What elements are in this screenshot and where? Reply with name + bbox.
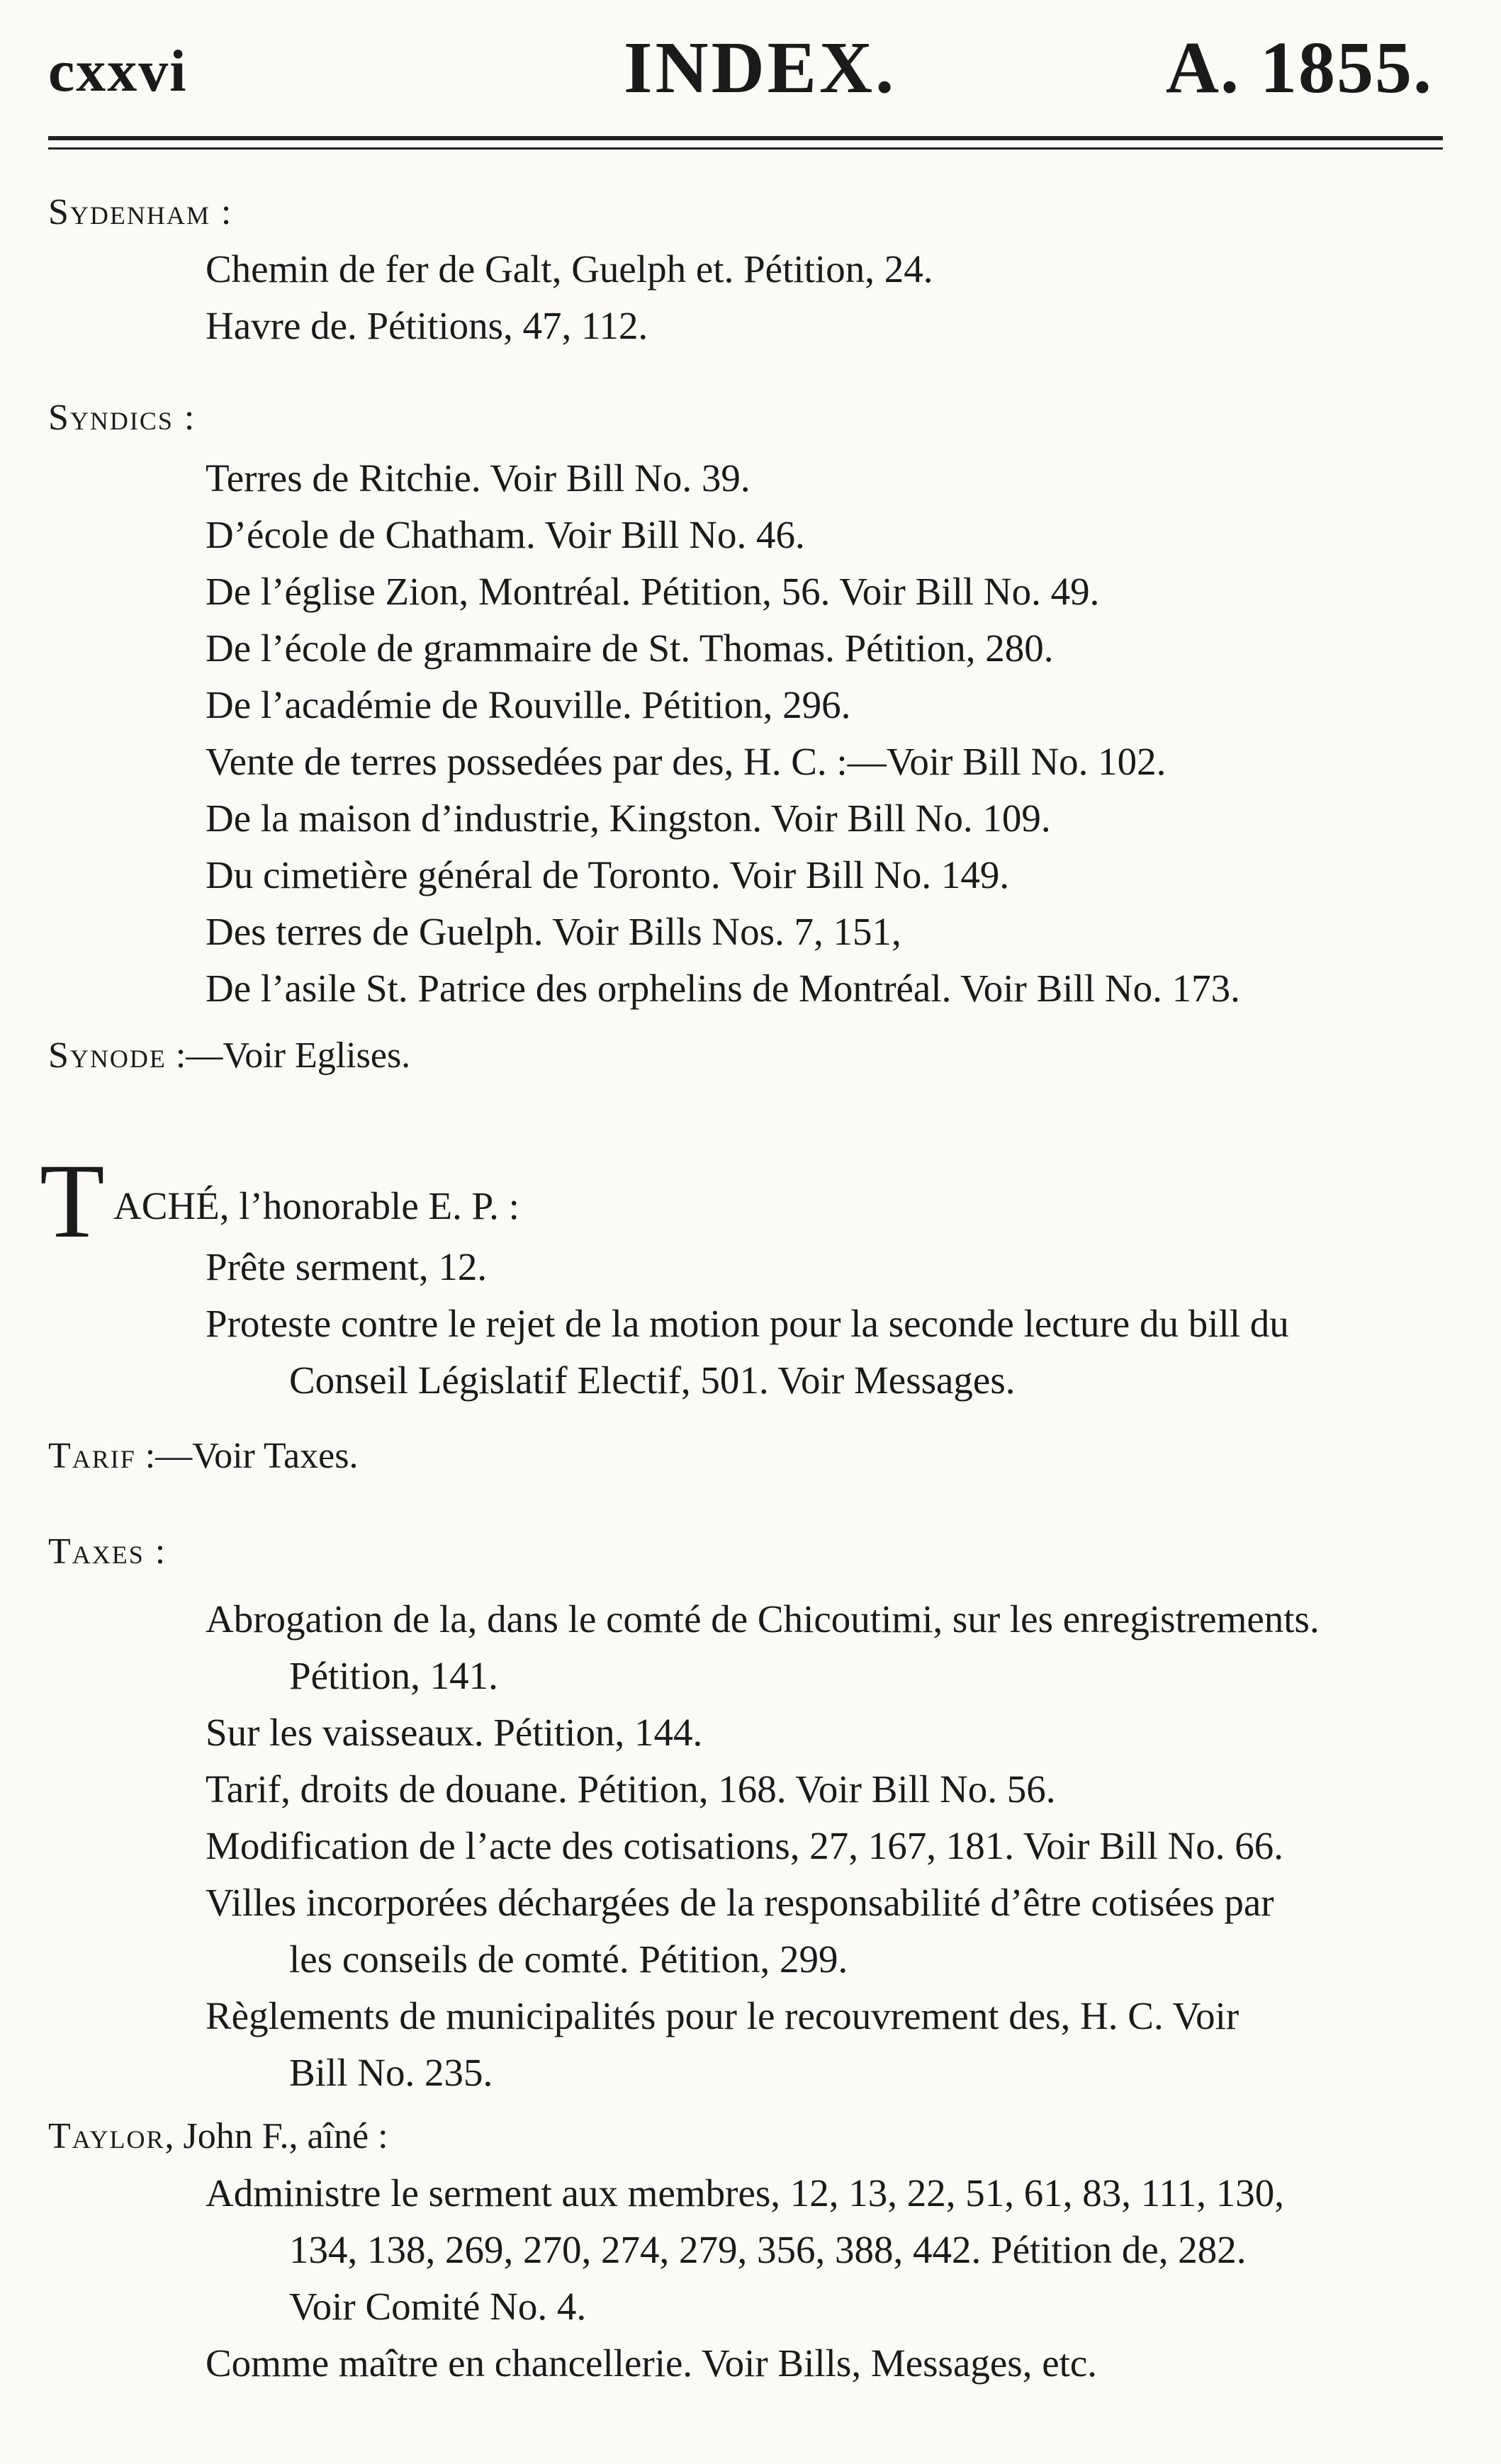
entry-heading: Sydenham : [48,192,233,232]
subentry-text: Règlements de municipalités pour le recouvrement des, H. C. Voir [206,1994,1239,2037]
subentry: Terres de Ritchie. Voir Bill No. 39. [206,456,750,500]
subentry: De l’église Zion, Montréal. Pétition, 56. Voir Bill No. 49. [206,570,1100,613]
subentry-continuation: Conseil Législatif Electif, 501. Voir Messages. [289,1358,1016,1402]
header-rule-thick [48,136,1443,140]
entry-heading-term: Taylor [48,2116,165,2156]
subentry-text: Villes incorporées déchargées de la responsabilité d’être cotisées par [206,1881,1274,1924]
entry-crossref: :—Voir Eglises. [166,1035,411,1076]
subentry [206,1818,1439,1874]
subentry [206,1874,1439,1988]
subentry [206,1988,1439,2101]
page-title: INDEX. [624,27,897,108]
entry-heading [48,2115,388,2157]
drop-capital: T [40,1142,105,1260]
subentry-continuation: les conseils de comté. Pétition, 299. [289,1937,848,1981]
entry-heading: ACHÉ, l’honorable E. P. : [113,1184,519,1227]
subentry [206,1295,1439,1409]
subentry: Du cimetière général de Toronto. Voir Bill No. 149. [206,853,1010,896]
subentry: Havre de. Pétitions, 47, 112. [206,304,648,347]
subentry-text: Abrogation de la, dans le comté de Chicoutimi, sur les enregistrements. [206,1597,1320,1641]
subentry-continuation: Bill No. 235. [289,2051,493,2094]
subentry: Chemin de fer de Galt, Guelph et. Pétition, 24. [206,247,933,291]
subentry: De l’asile St. Patrice des orphelins de Montréal. Voir Bill No. 173. [206,967,1240,1010]
subentry-text: Tarif, droits de douane. Pétition, 168. Voir Bill No. 56. [206,1767,1056,1811]
subentry [206,2335,1439,2392]
subentry: Des terres de Guelph. Voir Bills Nos. 7, 151, [206,910,901,953]
page-number: cxxvi [48,38,188,104]
subentry-text: Administre le serment aux membres, 12, 13, 22, 51, 61, 83, 111, 130, [206,2171,1284,2215]
entry-heading [48,1435,358,1477]
subentry: Vente de terres possedées par des, H. C. :—Voir Bill No. 102. [206,740,1166,783]
subentry-text: Proteste contre le rejet de la motion pour la seconde lecture du bill du [206,1302,1289,1345]
page-header [0,21,1501,113]
subentry-continuation: Voir Comité No. 4. [289,2285,587,2328]
subentry: De la maison d’industrie, Kingston. Voir Bill No. 109. [206,797,1051,840]
subentry-continuation: Pétition, 141. [289,1654,498,1697]
subentry: De l’académie de Rouville. Pétition, 296. [206,683,851,726]
subentry-text: Prête serment, 12. [206,1245,488,1288]
entry-heading-term: Tarif [48,1436,136,1476]
header-rule-thin [48,147,1443,150]
entry-crossref: :—Voir Taxes. [135,1436,359,1476]
subentry-text: Comme maître en chancellerie. Voir Bills, Messages, etc. [206,2341,1098,2385]
entry-heading-term: Synode [48,1035,167,1076]
subentry [206,1239,1439,1295]
subentry-continuation: 134, 138, 269, 270, 274, 279, 356, 388, 442. Pétition de, 282. [289,2228,1247,2271]
session-year: A. 1855. [1165,27,1433,108]
subentry: D’école de Chatham. Voir Bill No. 46. [206,513,805,556]
subentry: De l’école de grammaire de St. Thomas. Pétition, 280. [206,626,1054,670]
subentry-text: Modification de l’acte des cotisations, 27, 167, 181. Voir Bill No. 66. [206,1824,1283,1867]
subentry-text: Sur les vaisseaux. Pétition, 144. [206,1711,703,1754]
subentry [206,2165,1439,2335]
entry-heading: Syndics : [48,398,196,438]
subentry [206,1761,1439,1818]
entry-heading [48,1035,410,1076]
entry-heading-name: , John F., aîné : [164,2116,388,2156]
entry-heading: Taxes : [48,1531,167,1572]
subentry [206,1704,1439,1761]
subentry [206,1591,1439,1704]
